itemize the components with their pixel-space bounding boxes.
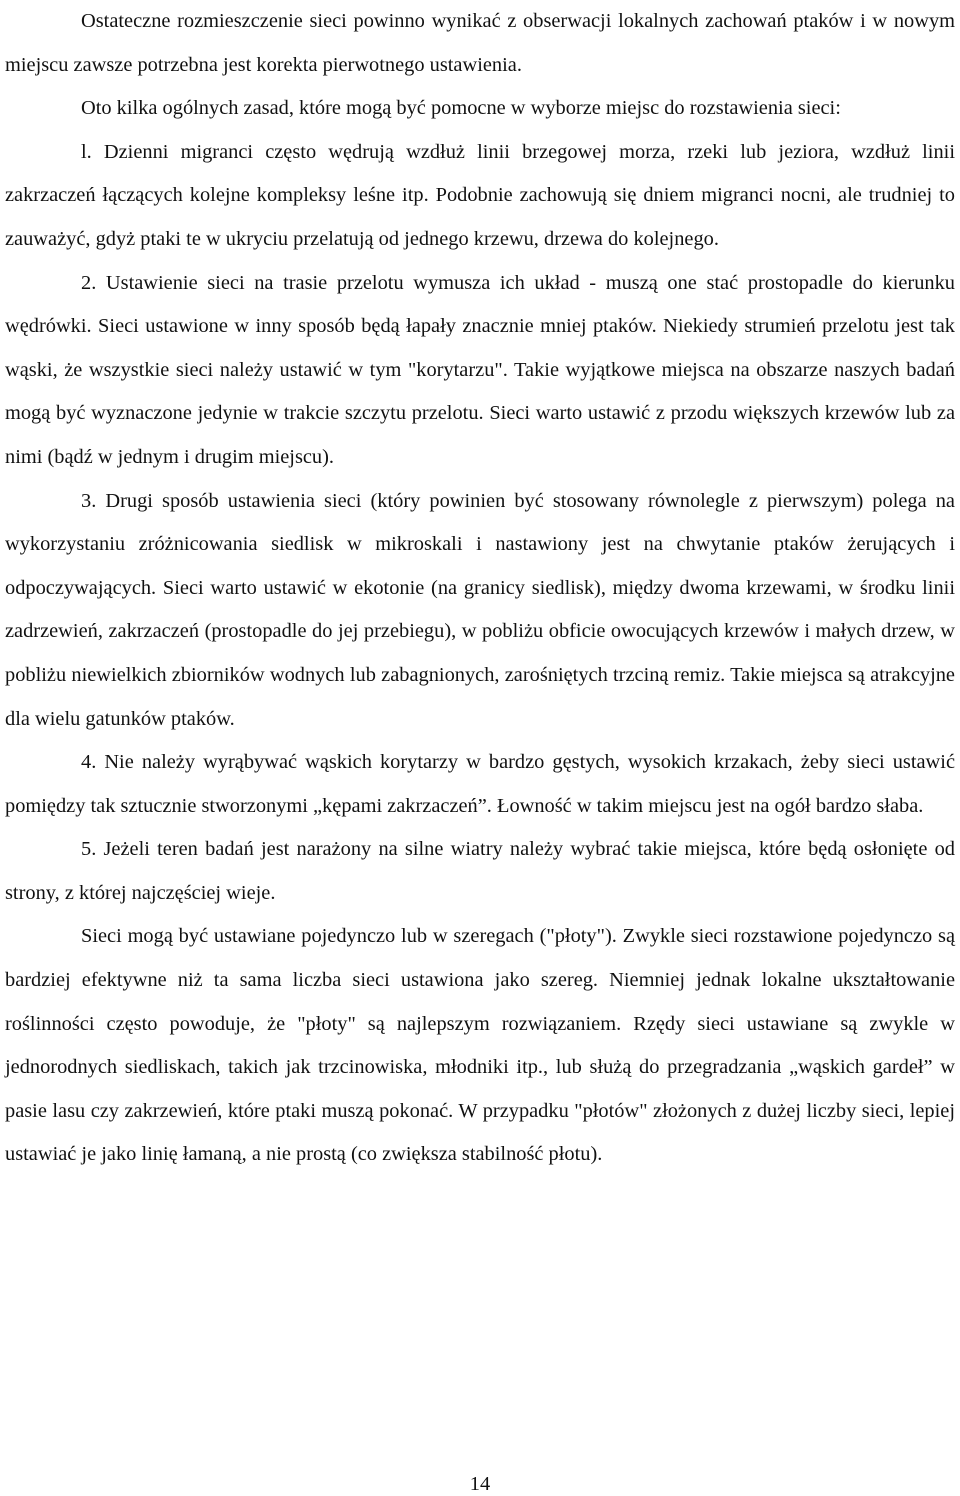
paragraph-net-rows: Sieci mogą być ustawiane pojedynczo lub w szeregach ("płoty"). Zwykle sieci rozstawione pojedynczo są bardziej efektywne niż ta sama liczba sieci ustawiona jako szereg. Niemniej jednak lokalne ukształtowanie roślinności często powoduje, że "płoty" są najlepszym rozwiązaniem. Rzędy sieci ustawiane są zwykle w jednorodnych siedliskach, takich jak trzcinowiska, młodniki itp., lub służą do przegradzania „wąskich gardeł” w pasie lasu czy zakrzewień, które ptaki muszą pokonać. W przypadku "płotów" złożonych z dużej liczby sieci, lepiej ustawiać je jako linię łamaną, a nie prostą (co zwiększa stabilność płotu). [5,925,955,1166]
paragraph-2: Oto kilka ogólnych zasad, które mogą być pomocne w wyborze miejsc do rozstawienia sieci: [81,97,841,120]
paragraph-rule-3: 3. Drugi sposób ustawienia sieci (który powinien być stosowany równolegle z pierwszym) polega na wykorzystaniu zróżnicowania siedlisk w mikroskali i nastawiony jest na chwytanie ptaków żerujących i odpoczywających. Sieci warto ustawić w ekotonie (na granicy siedlisk), między dwoma krzewami, w środku linii zadrzewień, zakrzaczeń (prostopadle do jej przebiegu), w pobliżu obficie owocujących krzewów i małych drzew, w pobliżu niewielkich zbiorników wodnych lub zabagnionych, zarośniętych trzciną remiz. Takie miejsca są atrakcyjne dla wielu gatunków ptaków. [5,489,955,730]
paragraph-rule-5: 5. Jeżeli teren badań jest narażony na silne wiatry należy wybrać takie miejsca, które będą osłonięte od strony, z której najczęściej wieje. [5,838,955,904]
page-body [5,0,955,1177]
text-block [5,0,955,1177]
paragraph-rule-1: l. Dzienni migranci często wędrują wzdłuż linii brzegowej morza, rzeki lub jeziora, wzdłuż linii zakrzaczeń łączących kolejne kompleksy leśne itp. Podobnie zachowują się dniem migranci nocni, ale trudniej to zauważyć, gdyż ptaki te w ukryciu przelatują od jednego krzewu, drzewa do kolejnego. [5,140,955,250]
paragraph-rule-4: 4. Nie należy wyrąbywać wąskich korytarzy w bardzo gęstych, wysokich krzakach, żeby sieci ustawić pomiędzy tak sztucznie stworzonymi „kępami zakrzaczeń”. Łowność w takim miejscu jest na ogół bardzo słaba. [5,751,955,817]
paragraph-1: Ostateczne rozmieszczenie sieci powinno wynikać z obserwacji lokalnych zachowań ptaków i w nowym miejscu zawsze potrzebna jest korekta pierwotnego ustawienia. [5,10,955,76]
page-number: 14 [469,1473,491,1495]
paragraph-rule-2: 2. Ustawienie sieci na trasie przelotu wymusza ich układ - muszą one stać prostopadle do kierunku wędrówki. Sieci ustawione w inny sposób będą łapały znacznie mniej ptaków. Niekiedy strumień przelotu jest tak wąski, że wszystkie sieci należy ustawić w tym "korytarzu". Takie wyjątkowe miejsca na obszarze naszych badań mogą być wyznaczone jedynie w trakcie szczytu przelotu. Sieci warto ustawić z przodu większych krzewów lub za nimi (bądź w jednym i drugim miejscu). [5,271,955,468]
